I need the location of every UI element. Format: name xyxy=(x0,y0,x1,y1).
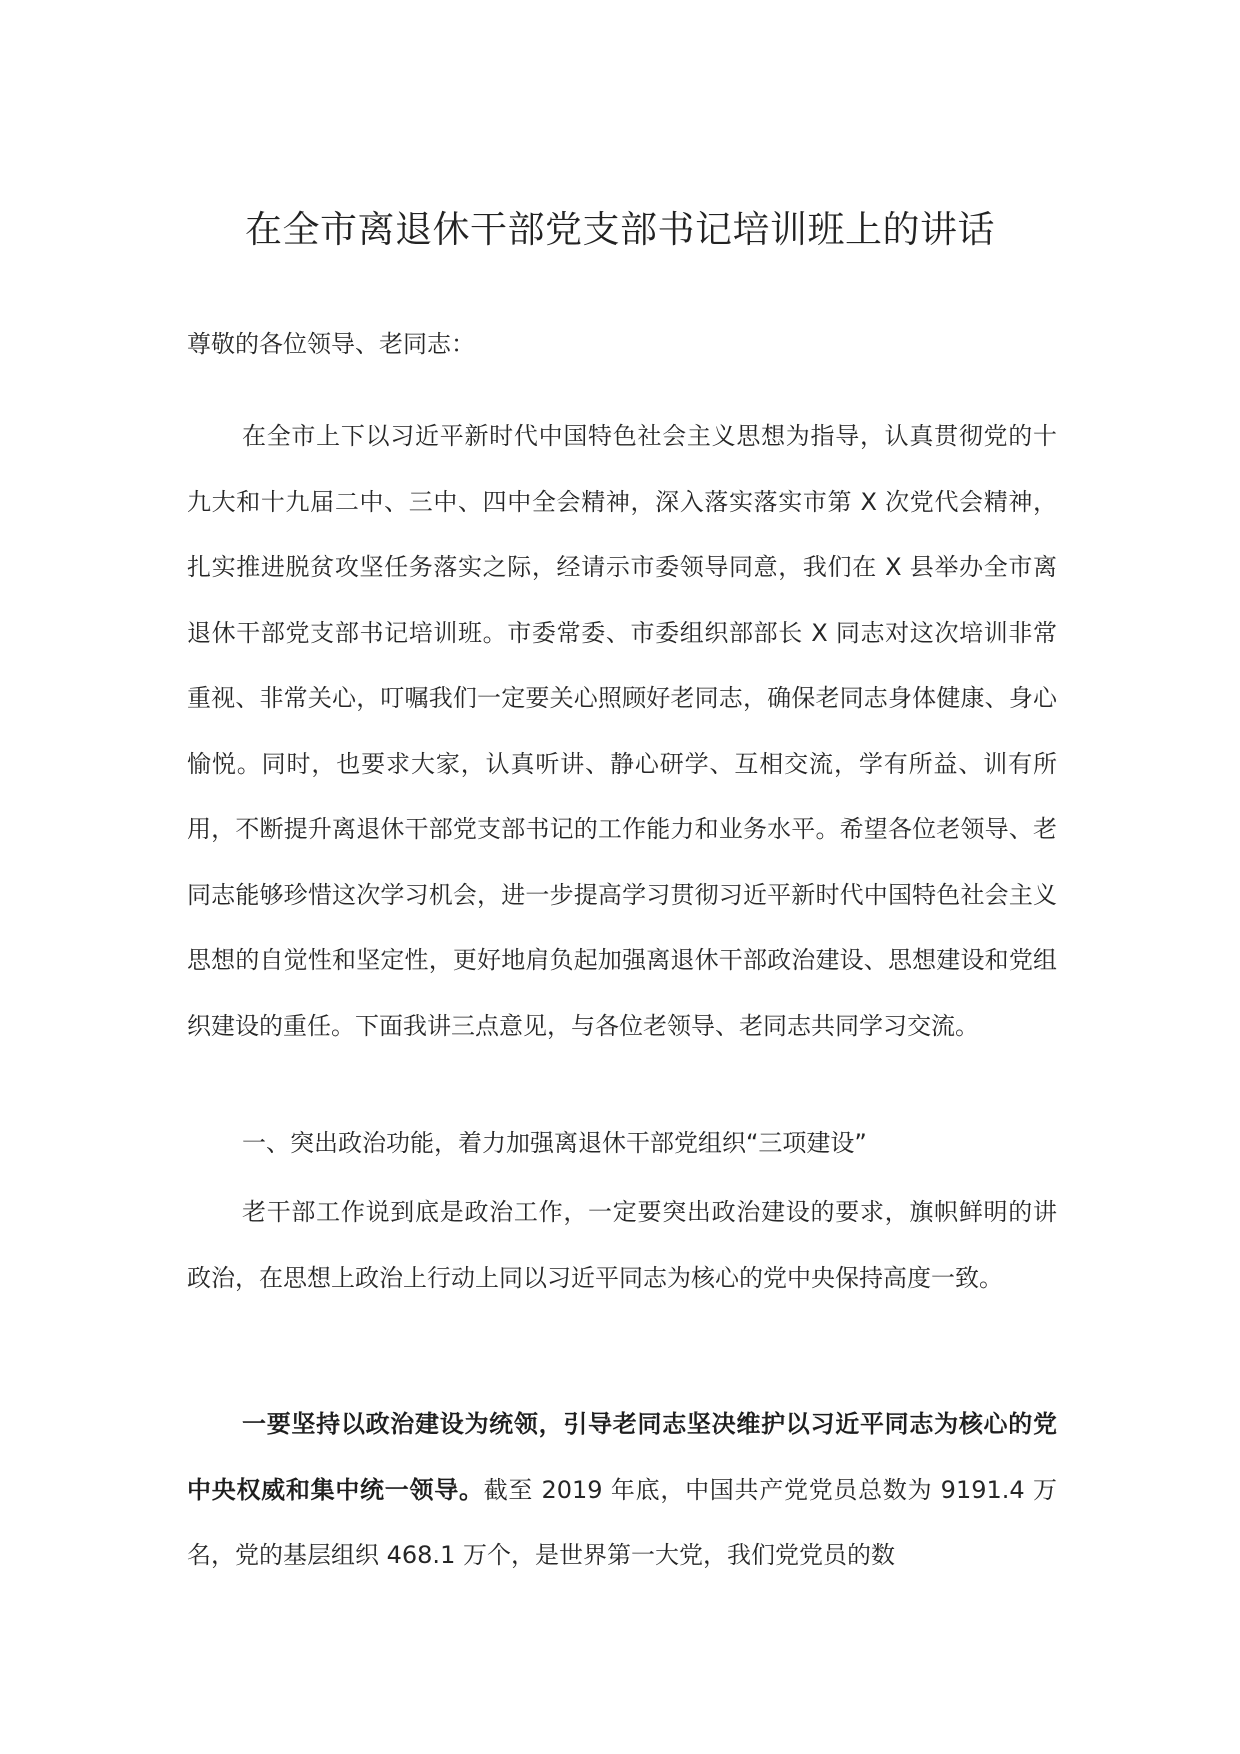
point-one-bold-lead: 一要坚持以政治建设为统领，引导老同志坚决维护以习近平同志为核心的党中央权威和集中统一领导。 xyxy=(187,1410,1057,1504)
paragraph-political-work: 老干部工作说到底是政治工作，一定要突出政治建设的要求，旗帜鲜明的讲政治，在思想上政治上行动上同以习近平同志为核心的党中央保持高度一致。 xyxy=(187,1198,1057,1292)
point-one-text: 截至 2019 年底，中国共产党党员总数为 9191.4 万名，党的基层组织 468.1 万个，是世界第一大党，我们党党员的数 xyxy=(187,1475,1057,1569)
document-title: 在全市离退休干部党支部书记培训班上的讲话 xyxy=(245,208,995,251)
paragraph-intro: 在全市上下以习近平新时代中国特色社会主义思想为指导，认真贯彻党的十九大和十九届二中、三中、四中全会精神，深入落实落实市第 X 次党代会精神，扎实推进脱贫攻坚任务落实之际，经请示市委领导同意，我们在 X 县举办全市离退休干部党支部书记培训班。市委常委、市委组织部部长 X 同志对这次培训非常重视、非常关心，叮嘱我们一定要关心照顾好老同志，确保老同志身体健康、身心愉悦。同时，也要求大家，认真听讲、静心研学、互相交流，学有所益、训有所用，不断提升离退休干部党支部书记的工作能力和业务水平。希望各位老领导、老同志能够珍惜这次学习机会，进一步提高学习贯彻习近平新时代中国特色社会主义思想的自觉性和坚定性，更好地肩负起加强离退休干部政治建设、思想建设和党组织建设的重任。下面我讲三点意见，与各位老领导、老同志共同学习交流。 xyxy=(187,422,1057,1040)
paragraph-point-one xyxy=(187,1392,1057,1589)
section-heading-1: 一、突出政治功能，着力加强离退休干部党组织“三项建设” xyxy=(242,1129,867,1157)
salutation: 尊敬的各位领导、老同志： xyxy=(187,330,475,358)
